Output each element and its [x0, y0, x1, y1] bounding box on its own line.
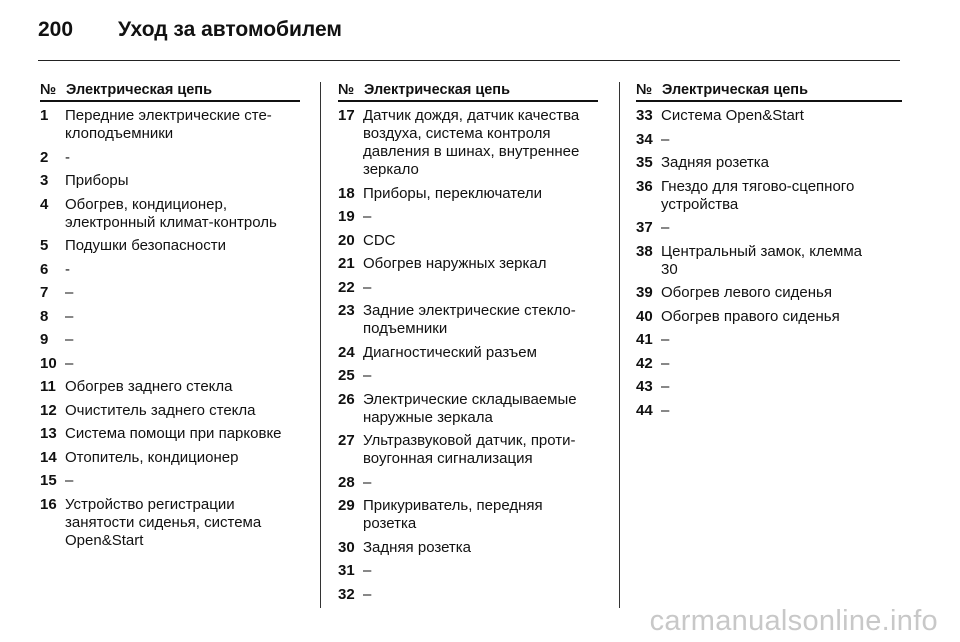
page-title: Уход за автомобилем [118, 18, 342, 41]
fuse-number: 4 [40, 195, 49, 213]
fuse-number: 15 [40, 472, 57, 489]
fuse-entry [338, 208, 598, 226]
fuse-circuit: Задняя розетка [661, 154, 770, 171]
fuse-number: 14 [40, 448, 57, 466]
header-divider [38, 60, 900, 61]
fuse-circuit: Обогрев правого сиденья [661, 307, 840, 325]
fuse-number: 32 [338, 585, 355, 603]
fuse-entry [40, 172, 300, 190]
fuse-number: 11 [40, 378, 56, 395]
fuse-number: 34 [636, 130, 653, 148]
fuse-entry [40, 496, 300, 550]
fuse-entry [40, 355, 300, 373]
fuse-circuit: Система Open&Start [661, 107, 804, 124]
fuse-circuit: – [661, 354, 670, 372]
fuse-entry [40, 196, 300, 232]
fuse-number: 36 [636, 177, 653, 195]
fuse-circuit: – [65, 472, 74, 489]
fuse-entry [338, 539, 598, 557]
fuse-entry [636, 284, 902, 302]
fuse-entry [636, 131, 902, 149]
fuse-number: 18 [338, 184, 355, 202]
fuse-entry [40, 472, 300, 490]
fuse-number: 27 [338, 432, 355, 449]
fuse-entry [338, 344, 598, 362]
fuse-number: 43 [636, 378, 653, 395]
fuse-list [338, 107, 598, 604]
fuse-column-1 [40, 82, 300, 555]
fuse-list [636, 107, 902, 420]
fuse-number: 16 [40, 495, 57, 513]
fuse-circuit: Приборы, переключатели [363, 184, 542, 202]
fuse-entry [636, 219, 902, 237]
column-header-circuit: Электрическая цепь [662, 82, 808, 98]
fuse-entry [40, 449, 300, 467]
fuse-number: 8 [40, 307, 49, 325]
fuse-circuit: Прикуриватель, передняя розетка [363, 497, 543, 532]
fuse-circuit: Электрические складываемые наружные зеркала [363, 390, 577, 426]
fuse-entry [636, 378, 902, 396]
fuse-circuit: Система помощи при парковке [65, 425, 282, 442]
fuse-number: 40 [636, 307, 653, 325]
fuse-circuit: – [65, 284, 74, 301]
fuse-number: 38 [636, 242, 653, 260]
fuse-number: 44 [636, 401, 653, 419]
fuse-number: 12 [40, 401, 57, 419]
fuse-entry [338, 367, 598, 385]
fuse-entry [636, 355, 902, 373]
fuse-circuit: Обогрев, кондиционер, электронный климат-контроль [65, 195, 277, 231]
fuse-column-2 [338, 82, 598, 609]
fuse-circuit: Приборы [65, 172, 129, 189]
fuse-circuit: Подушки безопасности [65, 237, 227, 254]
fuse-circuit: Задние электрические стекло- подъемники [363, 302, 576, 337]
fuse-entry [338, 107, 598, 179]
page-header [38, 18, 342, 48]
column-header-circuit: Электрическая цепь [66, 82, 212, 98]
fuse-number: 21 [338, 255, 355, 272]
fuse-circuit: – [65, 354, 74, 372]
fuse-number: 30 [338, 538, 355, 556]
fuse-entry [40, 261, 300, 279]
fuse-circuit: – [661, 401, 670, 419]
fuse-circuit: Обогрев заднего стекла [65, 378, 233, 395]
fuse-number: 1 [40, 107, 49, 124]
fuse-circuit: – [363, 585, 372, 603]
fuse-entry [40, 149, 300, 167]
column-header-number: № [40, 82, 57, 98]
fuse-circuit: Центральный замок, клемма 30 [661, 242, 863, 278]
fuse-number: 31 [338, 562, 355, 579]
fuse-circuit: - [65, 148, 70, 166]
fuse-entry [636, 243, 902, 279]
fuse-number: 9 [40, 331, 49, 348]
fuse-number: 10 [40, 354, 57, 372]
fuse-number: 33 [636, 107, 653, 124]
fuse-circuit: Датчик дождя, датчик качества воздуха, система контроля давления в шинах, внутреннее зеркало [363, 107, 580, 178]
fuse-number: 22 [338, 278, 355, 296]
fuse-number: 2 [40, 148, 49, 166]
fuse-number: 3 [40, 172, 49, 189]
column-header [636, 82, 902, 102]
fuse-circuit: Гнездо для тягово-сцепного устройства [661, 177, 855, 213]
fuse-circuit: – [65, 331, 74, 348]
fuse-number: 24 [338, 343, 355, 361]
column-header-number: № [636, 82, 653, 98]
fuse-number: 23 [338, 302, 355, 319]
fuse-number: 41 [636, 331, 653, 348]
fuse-entry [40, 284, 300, 302]
fuse-entry [40, 107, 300, 143]
fuse-circuit: CDC [363, 231, 396, 249]
fuse-entry [40, 331, 300, 349]
fuse-number: 13 [40, 425, 57, 442]
fuse-entry [636, 402, 902, 420]
fuse-number: 20 [338, 231, 355, 249]
fuse-entry [338, 562, 598, 580]
fuse-number: 19 [338, 208, 355, 225]
fuse-number: 37 [636, 219, 653, 236]
fuse-number: 35 [636, 154, 653, 171]
page-number: 200 [38, 18, 74, 41]
fuse-entry [338, 474, 598, 492]
fuse-circuit: Обогрев левого сиденья [661, 284, 832, 301]
fuse-circuit: – [363, 278, 372, 296]
fuse-entry [338, 497, 598, 533]
fuse-circuit: Обогрев наружных зеркал [363, 255, 547, 272]
fuse-number: 17 [338, 107, 355, 124]
fuse-entry [636, 178, 902, 214]
fuse-circuit: Диагностический разъем [363, 343, 537, 361]
column-header-number: № [338, 82, 355, 98]
fuse-circuit: – [661, 219, 670, 236]
fuse-circuit: Задняя розетка [363, 538, 472, 556]
fuse-entry [40, 402, 300, 420]
column-divider-2 [619, 82, 620, 608]
fuse-number: 42 [636, 354, 653, 372]
fuse-number: 39 [636, 284, 653, 301]
fuse-number: 29 [338, 497, 355, 514]
column-header-circuit: Электрическая цепь [364, 82, 510, 98]
fuse-entry [40, 237, 300, 255]
fuse-entry [338, 432, 598, 468]
fuse-entry [636, 107, 902, 125]
fuse-circuit: – [363, 562, 372, 579]
fuse-list [40, 107, 300, 550]
fuse-entry [40, 378, 300, 396]
fuse-number: 5 [40, 237, 49, 254]
column-divider-1 [320, 82, 321, 608]
fuse-circuit: – [661, 378, 670, 395]
fuse-entry [338, 586, 598, 604]
fuse-entry [338, 185, 598, 203]
fuse-circuit: Передние электрические сте- клоподъемники [65, 107, 272, 142]
fuse-circuit: - [65, 260, 70, 278]
fuse-entry [338, 302, 598, 338]
column-header [338, 82, 598, 102]
fuse-entry [338, 391, 598, 427]
fuse-number: 25 [338, 367, 355, 384]
column-header [40, 82, 300, 102]
fuse-entry [338, 279, 598, 297]
fuse-entry [636, 308, 902, 326]
fuse-circuit: Устройство регистрации занятости сиденья, система Open&Start [65, 495, 262, 549]
fuse-entry [338, 232, 598, 250]
fuse-entry [338, 255, 598, 273]
fuse-entry [636, 331, 902, 349]
fuse-entry [636, 154, 902, 172]
fuse-circuit: – [363, 208, 372, 225]
fuse-circuit: – [363, 367, 372, 384]
fuse-circuit: – [661, 331, 670, 348]
fuse-circuit: Очиститель заднего стекла [65, 401, 256, 419]
fuse-circuit: – [65, 307, 74, 325]
fuse-column-3 [636, 82, 902, 425]
fuse-number: 28 [338, 473, 355, 491]
fuse-number: 6 [40, 260, 49, 278]
fuse-entry [40, 308, 300, 326]
fuse-circuit: – [363, 473, 372, 491]
fuse-circuit: – [661, 130, 670, 148]
fuse-circuit: Отопитель, кондиционер [65, 448, 239, 466]
fuse-number: 7 [40, 284, 49, 301]
fuse-entry [40, 425, 300, 443]
fuse-circuit: Ультразвуковой датчик, проти- воугонная сигнализация [363, 432, 576, 467]
fuse-number: 26 [338, 390, 355, 408]
watermark: carmanualsonline.info [649, 605, 938, 637]
